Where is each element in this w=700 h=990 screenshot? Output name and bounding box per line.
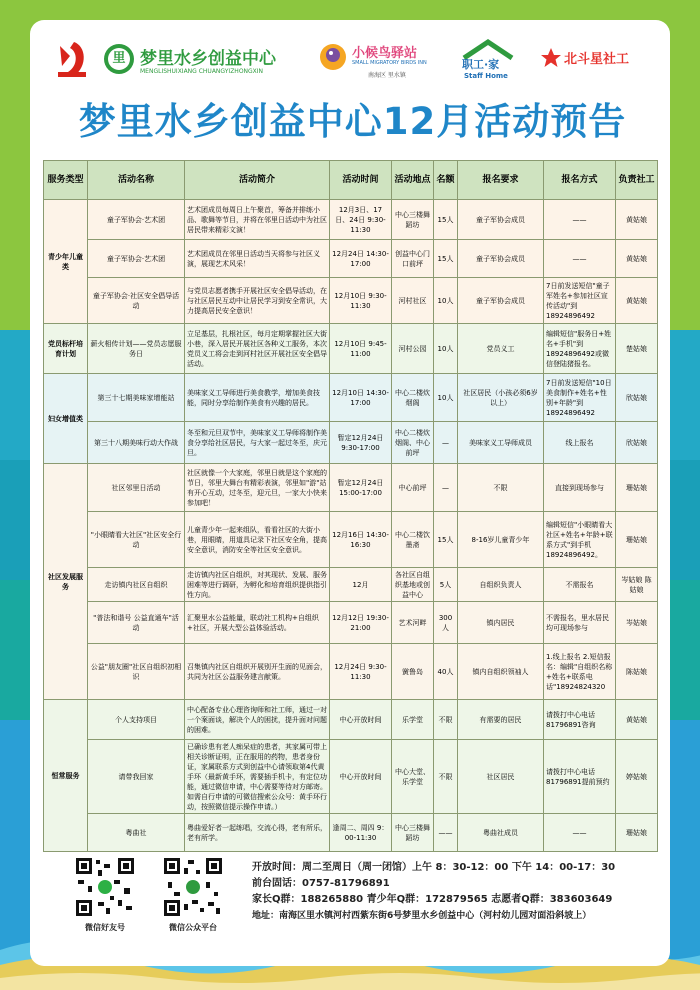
header-intro: 活动简介 bbox=[185, 161, 330, 200]
address: 地址：南海区里水镇河村西紫东街6号梦里水乡创益中心（河村幼儿园对面沿斜坡上） bbox=[252, 911, 592, 921]
activity-time: 逢周二、周四 9：00-11:30 bbox=[330, 814, 392, 852]
activity-method: 编辑短信"服务日+姓名+手机"到18924896492或微信登陆猪报名。 bbox=[544, 324, 616, 374]
activity-staff: 黄姑娘 bbox=[616, 278, 658, 324]
activity-place: 乐学堂 bbox=[392, 700, 434, 740]
activity-place: 中心三楼舞蹈坊 bbox=[392, 814, 434, 852]
beidou-logo bbox=[540, 32, 660, 88]
bird-inn-sub: 南海区 里水镇 bbox=[368, 72, 406, 79]
logo-bar bbox=[40, 32, 665, 88]
activity-place: 黉鲁岛 bbox=[392, 644, 434, 700]
brand-pinyin: MENGLISHUIXIANG CHUANGYIZHONGXIN bbox=[140, 68, 264, 75]
activity-requirement: 社区居民 bbox=[458, 740, 544, 814]
table-row bbox=[44, 240, 658, 278]
activity-quota: 不限 bbox=[434, 700, 458, 740]
party-emblem-icon bbox=[52, 32, 92, 88]
activity-staff: 婷姑娘 bbox=[616, 740, 658, 814]
activity-time: 12月24日 9:30-11:30 bbox=[330, 644, 392, 700]
activity-time: 暂定12月24日 15:00-17:00 bbox=[330, 464, 392, 512]
activity-quota: 不限 bbox=[434, 740, 458, 814]
header-requirement: 报名要求 bbox=[458, 161, 544, 200]
activity-time: 12月24日 14:30-17:00 bbox=[330, 240, 392, 278]
activity-method: 直接到现场参与 bbox=[544, 464, 616, 512]
activity-intro: 粤曲爱好者一起练唱，交流心得，老有所乐，老有所学。 bbox=[185, 814, 330, 852]
activity-intro: 走访镇内社区自组织，对其现状、发展、服务困难等进行调研，为孵化和培育组织提供指引性方向。 bbox=[185, 568, 330, 602]
staff-home-english: Staff Home bbox=[464, 72, 508, 80]
activity-quota: 15人 bbox=[434, 200, 458, 240]
activity-name: 童子军协会·社区安全倡导活动 bbox=[88, 278, 185, 324]
activity-method: 线上报名 bbox=[544, 422, 616, 464]
activity-place: 中心二楼炊烟阁 bbox=[392, 374, 434, 422]
activity-intro: 社区就像一个大家庭，邻里日就是这个家庭的节日，邻里大舞台有精彩表演，邻里如"游"站有开心互动，过冬至，迎元旦，一家大小快来参加吧！ bbox=[185, 464, 330, 512]
contact-info bbox=[252, 860, 662, 924]
activity-quota: 10人 bbox=[434, 278, 458, 324]
activity-name: 请带我回家 bbox=[88, 740, 185, 814]
activity-time: 12月10日 9:45-11:00 bbox=[330, 324, 392, 374]
activity-time: 中心开放时间 bbox=[330, 700, 392, 740]
activity-staff: 岑姑娘 陈姑娘 bbox=[616, 568, 658, 602]
category-cell: 恒常服务 bbox=[44, 700, 88, 852]
activity-requirement: 自组织负责人 bbox=[458, 568, 544, 602]
activity-name: 第三十七期美味家增能站 bbox=[88, 374, 185, 422]
activity-intro: 中心配备专业心理咨询师和社工师，通过一对一个案面谈，解决个人的困扰，提升面对问题的困难。 bbox=[185, 700, 330, 740]
activity-name: 童子军协会·艺术团 bbox=[88, 240, 185, 278]
activity-intro: 汇聚里水公益能量，联动社工机构+自组织+社区，开展大型公益体验活动。 bbox=[185, 602, 330, 644]
activity-requirement: 党员义工 bbox=[458, 324, 544, 374]
wechat-friend-qr-icon[interactable] bbox=[74, 856, 136, 918]
activity-place: 中心二楼炊烟阁、中心前坪 bbox=[392, 422, 434, 464]
activity-method: 不需报名，里水居民均可现场参与 bbox=[544, 602, 616, 644]
activity-method: 7日前发送短信"10日美食制作+姓名+性别+年龄"到18924896492 bbox=[544, 374, 616, 422]
header-place: 活动地点 bbox=[392, 161, 434, 200]
activity-staff: 珊姑娘 bbox=[616, 512, 658, 568]
activity-method: 7日前发送短信"童子军姓名+参加社区宣传活动"到18924896492 bbox=[544, 278, 616, 324]
header-name: 活动名称 bbox=[88, 161, 185, 200]
bird-inn-logo bbox=[318, 32, 468, 88]
brand-name: 梦里水乡创益中心 bbox=[140, 49, 276, 69]
activity-staff: 珊姑娘 bbox=[616, 814, 658, 852]
footer bbox=[40, 846, 660, 956]
activity-requirement: 有需要的居民 bbox=[458, 700, 544, 740]
beidou-name: 北斗星社工 bbox=[564, 52, 630, 67]
activity-requirement: 镇内自组织领袖人 bbox=[458, 644, 544, 700]
front-desk-phone: 前台固话：0757-81796891 bbox=[252, 878, 390, 889]
activity-quota: 10人 bbox=[434, 374, 458, 422]
activity-intro: 美味家义工导师进行美食教学，增加美食技能，同时分享给制作美食有兴趣的居民。 bbox=[185, 374, 330, 422]
header-time: 活动时间 bbox=[330, 161, 392, 200]
brand-logo bbox=[102, 32, 302, 88]
activity-requirement: 不限 bbox=[458, 464, 544, 512]
activity-quota: —— bbox=[434, 814, 458, 852]
activity-place: 中心大堂、乐学堂 bbox=[392, 740, 434, 814]
activity-place: 艺术河畔 bbox=[392, 602, 434, 644]
table-row bbox=[44, 644, 658, 700]
activity-requirement: 粤曲社成员 bbox=[458, 814, 544, 852]
activity-quota: 15人 bbox=[434, 512, 458, 568]
activity-time: 12月16日 14:30-16:30 bbox=[330, 512, 392, 568]
activity-method: 不需报名 bbox=[544, 568, 616, 602]
table-row bbox=[44, 278, 658, 324]
bird-inn-english: SMALL MIGRATORY BIRDS INN bbox=[352, 60, 427, 66]
wechat-friend-caption: 微信好友号 bbox=[85, 923, 125, 932]
activity-requirement: 美味家义工导师成员 bbox=[458, 422, 544, 464]
qq-groups: 家长Q群：188265880 青少年Q群：172879565 志愿者Q群：383603649 bbox=[252, 894, 613, 905]
activity-method: 1.线上报名 2.短信报名：编辑"自组织名称+姓名+联系电话"18924824320 bbox=[544, 644, 616, 700]
header-method: 报名方式 bbox=[544, 161, 616, 200]
header-staff: 负责社工 bbox=[616, 161, 658, 200]
activity-intro: 艺术团成员在邻里日活动当天将参与社区义演，展现艺术风采！ bbox=[185, 240, 330, 278]
activity-intro: 召集镇内社区自组织开展别开生面的见面会，共同为社区公益服务建言献策。 bbox=[185, 644, 330, 700]
activity-staff: 黄姑娘 bbox=[616, 200, 658, 240]
header-quota: 名额 bbox=[434, 161, 458, 200]
activity-name: 社区邻里日活动 bbox=[88, 464, 185, 512]
category-cell: 社区发展服务 bbox=[44, 464, 88, 700]
activity-requirement: 8-16岁儿童青少年 bbox=[458, 512, 544, 568]
table-row bbox=[44, 464, 658, 512]
activity-table bbox=[43, 160, 658, 852]
table-row bbox=[44, 700, 658, 740]
activity-requirement: 社区居民（小孩必须6岁以上） bbox=[458, 374, 544, 422]
staff-home-logo bbox=[452, 32, 532, 88]
wechat-official-caption: 微信公众平台 bbox=[169, 923, 217, 932]
table-row bbox=[44, 568, 658, 602]
activity-staff: 欣姑娘 bbox=[616, 374, 658, 422]
activity-requirement: 童子军协会成员 bbox=[458, 278, 544, 324]
table-header-row bbox=[44, 161, 658, 200]
activity-method: 编辑短信"小眼睛看大社区+姓名+年龄+联系方式"到手机18924896492。 bbox=[544, 512, 616, 568]
activity-name: 第三十八期美味行动大作战 bbox=[88, 422, 185, 464]
activity-staff: 黄姑娘 bbox=[616, 240, 658, 278]
activity-intro: 儿童青少年一起来组队，看看社区的大街小巷，用眼睛，用道具记录下社区安全角，提高安全意识，消防安全等社区安全意识。 bbox=[185, 512, 330, 568]
activity-name: "普法和谐号 公益直通车"活动 bbox=[88, 602, 185, 644]
activity-time: 中心开放时间 bbox=[330, 740, 392, 814]
activity-quota: 5人 bbox=[434, 568, 458, 602]
activity-intro: 冬至和元旦双节中，美味家义工导师将制作美食分享给社区居民，与大家一起过冬至，庆元旦。 bbox=[185, 422, 330, 464]
header-type: 服务类型 bbox=[44, 161, 88, 200]
activity-place: 创益中心门口前坪 bbox=[392, 240, 434, 278]
activity-name: 公益"朋友圈"社区自组织初相识 bbox=[88, 644, 185, 700]
activity-method: 请拨打中心电话81796891提前预约 bbox=[544, 740, 616, 814]
opening-hours: 开放时间：周二至周日（周一闭馆）上午 8：30-12：00 下午 14：00-17：30 bbox=[252, 862, 616, 873]
category-cell: 党员标杆培育计划 bbox=[44, 324, 88, 374]
table-row bbox=[44, 200, 658, 240]
star-icon bbox=[540, 46, 562, 70]
activity-time: 12月 bbox=[330, 568, 392, 602]
table-row bbox=[44, 602, 658, 644]
activity-place: 河村社区 bbox=[392, 278, 434, 324]
activity-place: 中心二楼饮墨斋 bbox=[392, 512, 434, 568]
activity-name: 薪火相传计划——党员志愿服务日 bbox=[88, 324, 185, 374]
activity-quota: 15人 bbox=[434, 240, 458, 278]
activity-staff: 黄姑娘 bbox=[616, 700, 658, 740]
activity-name: 走访镇内社区自组织 bbox=[88, 568, 185, 602]
activity-method: —— bbox=[544, 200, 616, 240]
page-title: 梦里水乡创益中心12月活动预告 bbox=[78, 100, 627, 143]
activity-staff: 欣姑娘 bbox=[616, 422, 658, 464]
bird-inn-name: 小候鸟驿站 bbox=[352, 46, 418, 61]
activity-requirement: 童子军协会成员 bbox=[458, 240, 544, 278]
activity-place: 河村公园 bbox=[392, 324, 434, 374]
activity-time: 12月10日 9:30-11:30 bbox=[330, 278, 392, 324]
activity-name: "小眼睛看大社区"社区安全行动 bbox=[88, 512, 185, 568]
activity-intro: 艺术团成员每周日上午聚首，筹备并排练小品、歌舞等节目，并将在邻里日活动中为社区居民带来精彩文演！ bbox=[185, 200, 330, 240]
activity-time: 暂定12月24日 9:30-17:00 bbox=[330, 422, 392, 464]
activity-staff: 陈姑娘 bbox=[616, 644, 658, 700]
activity-name: 童子军协会·艺术团 bbox=[88, 200, 185, 240]
activity-intro: 立足基层，扎根社区，每月定期掌握社区大街小巷，深入居民开展社区各种义工服务，本次党员义工将会走到河村社区开展社区安全倡导活动。 bbox=[185, 324, 330, 374]
activity-name: 个人支持项目 bbox=[88, 700, 185, 740]
activity-quota: — bbox=[434, 464, 458, 512]
wechat-official-qr-icon[interactable] bbox=[162, 856, 224, 918]
category-cell: 妇女增值类 bbox=[44, 374, 88, 464]
bird-icon bbox=[318, 42, 348, 76]
activity-intro: 已确诊患有老人痴呆症的患者，其家属可带上相关诊断证明，正在服用的药物，患者身份证，家属联系方式到创益中心请领取第4代黄手环（最新黄手环，需要插手机卡，有定位功能，通过微信申请，中心需要等待对方邮寄。如需自行申请的可微信搜索公众号：黄手环行动，按照微信提示操作申请。） bbox=[185, 740, 330, 814]
activity-name: 粤曲社 bbox=[88, 814, 185, 852]
activity-staff: 岑姑娘 bbox=[616, 602, 658, 644]
activity-quota: 40人 bbox=[434, 644, 458, 700]
category-cell: 青少年儿童类 bbox=[44, 200, 88, 324]
activity-method: —— bbox=[544, 814, 616, 852]
activity-requirement: 镇内居民 bbox=[458, 602, 544, 644]
activity-place: 中心前坪 bbox=[392, 464, 434, 512]
table-row bbox=[44, 512, 658, 568]
activity-time: 12月12日 19:30-21:00 bbox=[330, 602, 392, 644]
activity-method: —— bbox=[544, 240, 616, 278]
activity-method: 请拨打中心电话81796891咨询 bbox=[544, 700, 616, 740]
table-row bbox=[44, 324, 658, 374]
brand-mark-text: 里 bbox=[112, 51, 126, 66]
activity-staff: 楚姑娘 bbox=[616, 324, 658, 374]
activity-time: 12月10日 14:30-17:00 bbox=[330, 374, 392, 422]
activity-quota: 300人 bbox=[434, 602, 458, 644]
staff-home-name: 职工·家 bbox=[462, 58, 500, 71]
activity-place: 各社区自组织基地或创益中心 bbox=[392, 568, 434, 602]
table-row bbox=[44, 374, 658, 422]
activity-place: 中心三楼舞蹈坊 bbox=[392, 200, 434, 240]
activity-quota: 10人 bbox=[434, 324, 458, 374]
table-row bbox=[44, 422, 658, 464]
activity-requirement: 童子军协会成员 bbox=[458, 200, 544, 240]
activity-time: 12月3日、17日、24日 9:30-11:30 bbox=[330, 200, 392, 240]
activity-intro: 与党员志愿者携手开展社区安全倡导活动，在与社区居民互动中让居民学习到安全常识，大力提高居民安全意识！ bbox=[185, 278, 330, 324]
activity-staff: 珊姑娘 bbox=[616, 464, 658, 512]
activity-quota: — bbox=[434, 422, 458, 464]
table-row bbox=[44, 740, 658, 814]
